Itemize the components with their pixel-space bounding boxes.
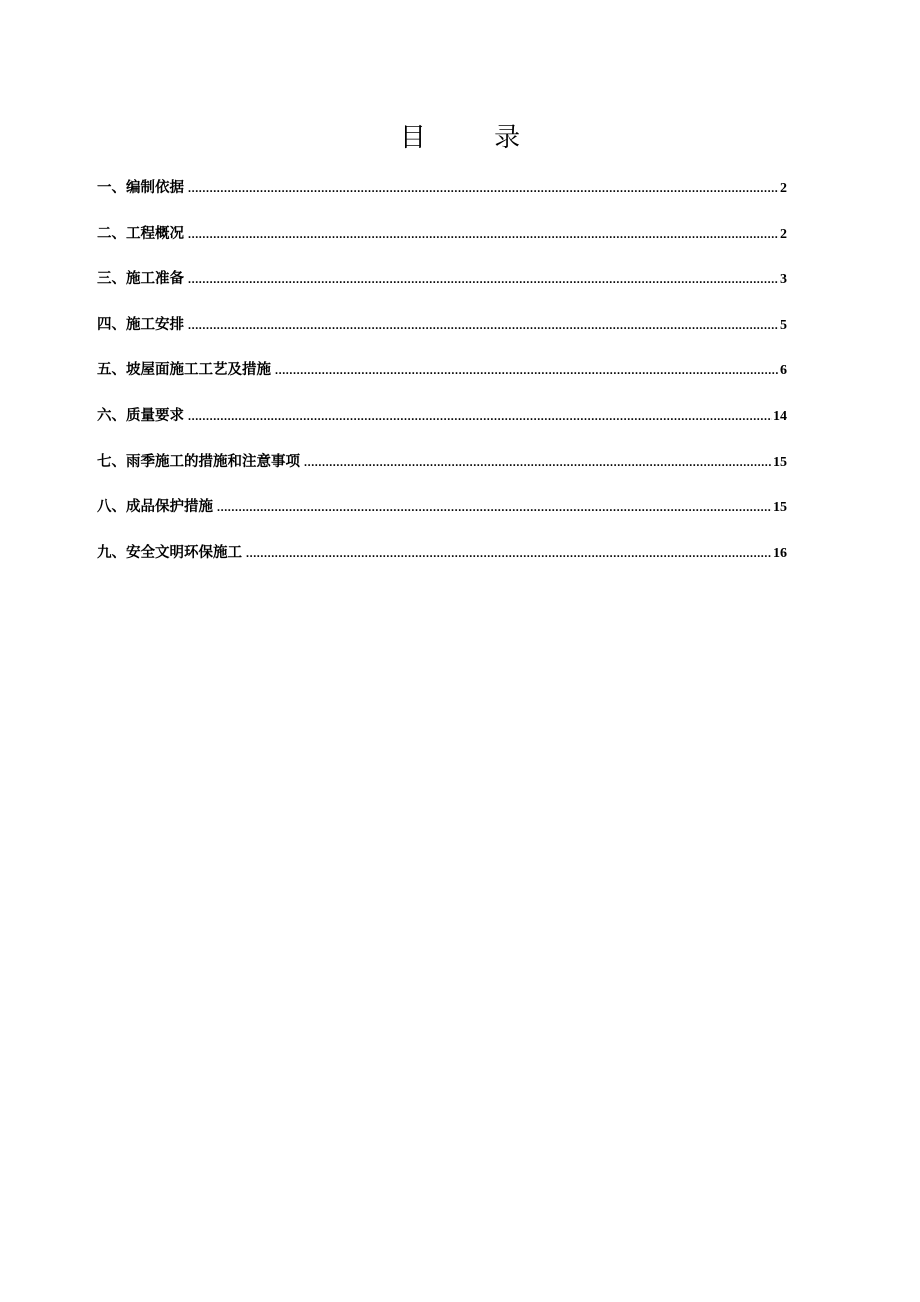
toc-entry-page: 15 [773,454,787,470]
toc-entry[interactable] [97,358,787,404]
toc-dot-leader [275,358,779,382]
toc-list [97,176,787,586]
toc-dot-leader [188,404,772,428]
toc-entry[interactable] [97,267,787,313]
toc-dot-leader [246,541,772,565]
toc-entry-page: 2 [780,226,787,242]
toc-entry-label: 八、成品保护措施 [97,498,213,516]
toc-entry-page: 3 [780,272,787,288]
toc-dot-leader [304,450,772,474]
toc-entry[interactable] [97,222,787,268]
toc-entry-page: 15 [773,500,787,516]
toc-dot-leader [188,222,779,246]
toc-entry-page: 16 [773,545,787,561]
toc-entry[interactable] [97,404,787,450]
toc-entry-label: 一、编制依据 [97,179,184,196]
toc-entry[interactable] [97,313,787,359]
toc-entry-page: 2 [780,181,787,196]
toc-entry[interactable] [97,495,787,541]
toc-dot-leader [188,313,779,337]
toc-entry[interactable] [97,450,787,496]
toc-dot-leader [188,267,779,291]
toc-entry-label: 二、工程概况 [97,224,184,242]
toc-entry[interactable] [97,541,787,587]
toc-entry-label: 四、施工安排 [97,315,184,333]
toc-title: 目 录 [399,123,551,153]
toc-entry[interactable] [97,176,787,222]
toc-entry-label: 七、雨季施工的措施和注意事项 [97,452,300,470]
toc-dot-leader [188,176,779,200]
toc-entry-label: 五、坡屋面施工工艺及措施 [97,361,271,379]
toc-dot-leader [217,495,772,519]
toc-entry-label: 六、质量要求 [97,406,184,424]
toc-entry-page: 5 [780,317,787,333]
toc-entry-page: 6 [780,363,787,379]
toc-entry-label: 九、安全文明环保施工 [97,543,242,561]
toc-entry-label: 三、施工准备 [97,270,184,288]
toc-entry-page: 14 [773,408,787,424]
